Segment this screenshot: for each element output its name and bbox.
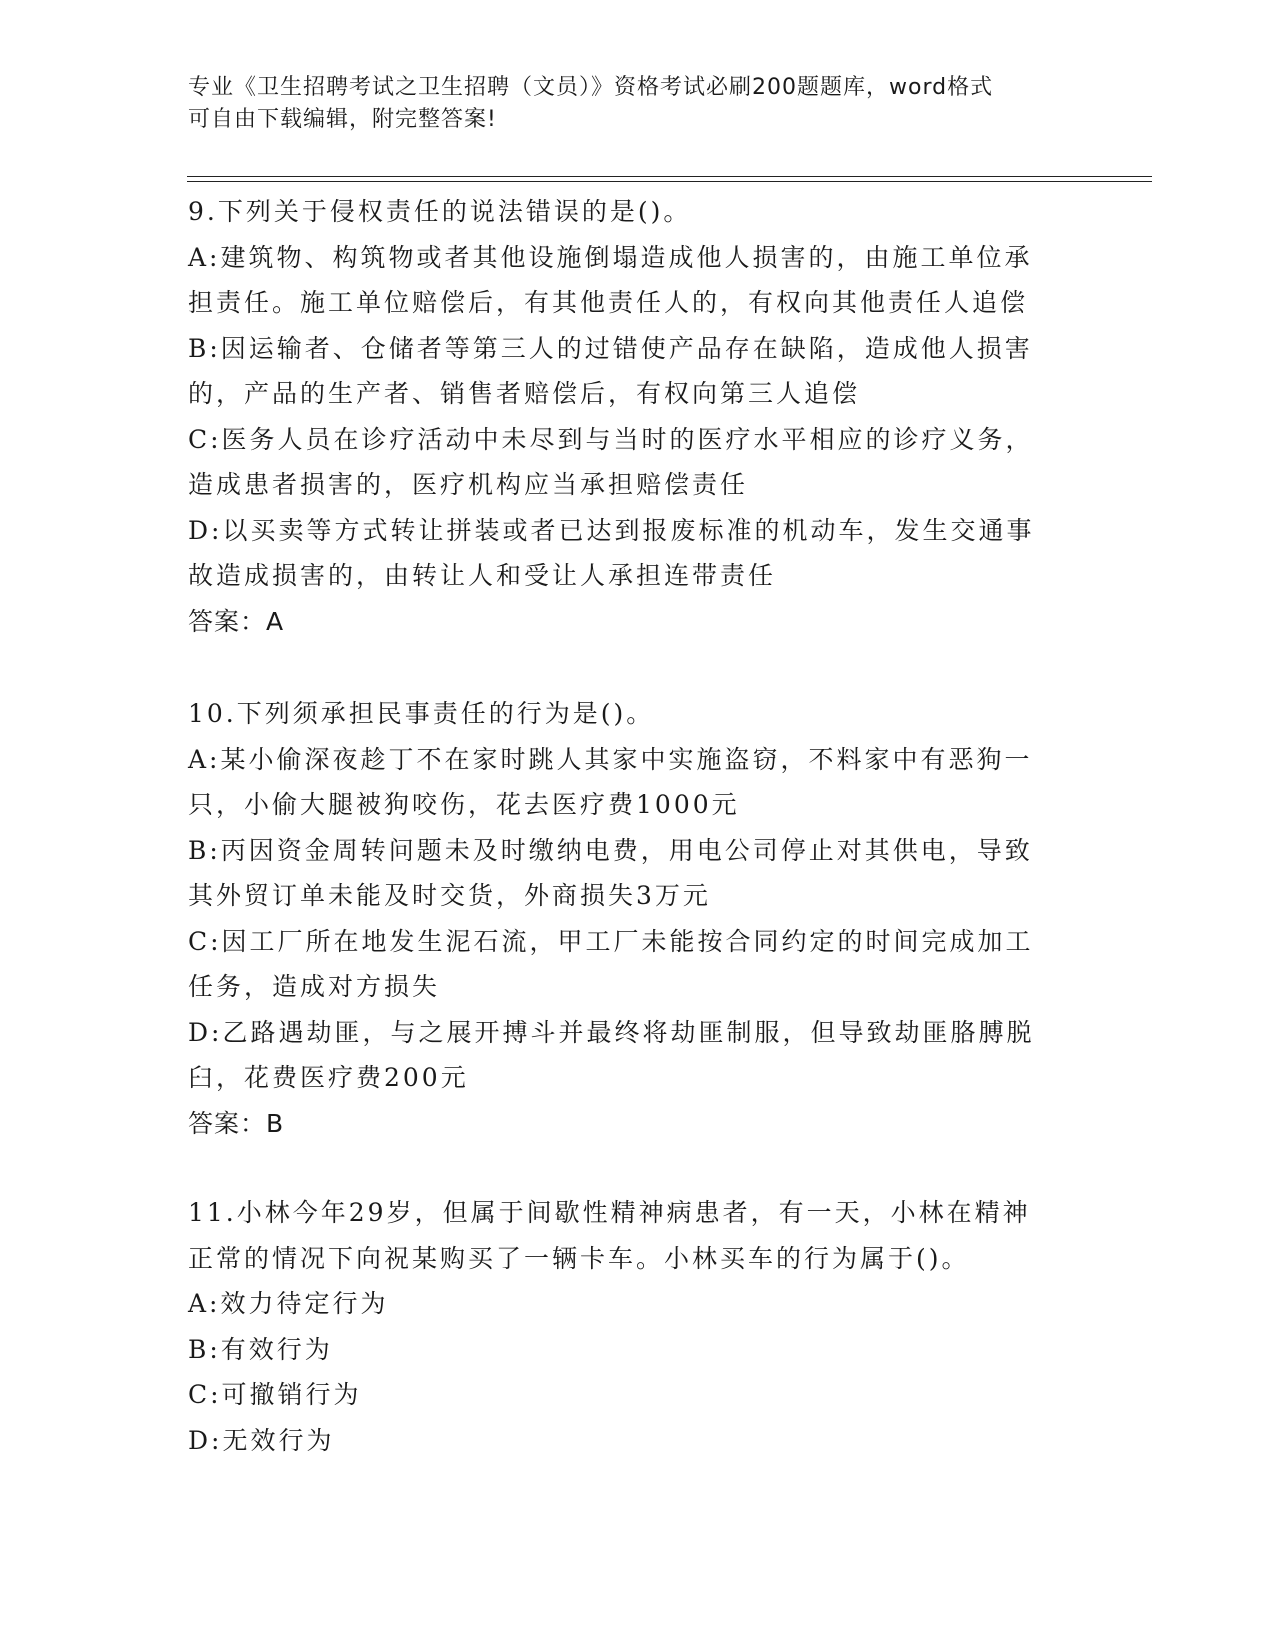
- question-9: [188, 189, 1088, 644]
- option-b-cont: 的，产品的生产者、销售者赔偿后，有权向第三人追偿: [188, 379, 861, 408]
- question-stem-cont: 正常的情况下向祝某购买了一辆卡车。小林买车的行为属于()。: [188, 1243, 970, 1273]
- header-line-2: 可自由下载编辑，附完整答案!: [188, 107, 497, 132]
- option-c: C:因工厂所在地发生泥石流，甲工厂未能按合同约定的时间完成加工: [188, 926, 1034, 956]
- option-c-cont: 造成患者损害的，医疗机构应当承担赔偿责任: [188, 470, 749, 499]
- option-c: C:可撤销行为: [188, 1380, 362, 1409]
- option-b: B:丙因资金周转问题未及时缴纳电费，用电公司停止对其供电，导致: [188, 835, 1033, 865]
- question-list: [188, 189, 1088, 1463]
- question-stem: 11.小林今年29岁，但属于间歇性精神病患者，有一天，小林在精神: [188, 1198, 1031, 1227]
- option-a: A:某小偷深夜趁丁不在家时跳人其家中实施盗窃，不料家中有恶狗一: [188, 744, 1033, 774]
- option-d-cont: 故造成损害的，由转让人和受让人承担连带责任: [188, 561, 777, 590]
- header-divider: [187, 181, 1152, 182]
- option-d-cont: 臼，花费医疗费200元: [188, 1063, 469, 1092]
- answer: 答案：B: [188, 1108, 285, 1138]
- option-a: A:建筑物、构筑物或者其他设施倒塌造成他人损害的，由施工单位承: [188, 242, 1033, 272]
- option-b-cont: 其外贸订单未能及时交货，外商损失3万元: [188, 881, 711, 910]
- option-a: A:效力待定行为: [188, 1289, 389, 1318]
- header-divider: [187, 176, 1152, 177]
- question-10: [188, 691, 1088, 1146]
- question-stem: 10.下列须承担民事责任的行为是()。: [188, 699, 655, 728]
- option-d: D:无效行为: [188, 1425, 335, 1455]
- option-b: B:有效行为: [188, 1334, 333, 1364]
- document-header: [188, 72, 1068, 136]
- question-11: [188, 1190, 1088, 1463]
- option-d: D:乙路遇劫匪，与之展开搏斗并最终将劫匪制服，但导致劫匪胳膊脱: [188, 1017, 1035, 1047]
- option-a-cont: 只，小偷大腿被狗咬伤，花去医疗费1000元: [188, 790, 740, 819]
- question-stem: 9.下列关于侵权责任的说法错误的是()。: [188, 197, 692, 226]
- header-line-1: 专业《卫生招聘考试之卫生招聘（文员）》资格考试必刷200题题库，word格式: [188, 75, 994, 100]
- answer: 答案：A: [188, 606, 285, 636]
- option-b: B:因运输者、仓储者等第三人的过错使产品存在缺陷，造成他人损害: [188, 333, 1033, 363]
- option-a-cont: 担责任。施工单位赔偿后，有其他责任人的，有权向其他责任人追偿: [188, 288, 1029, 317]
- option-c: C:医务人员在诊疗活动中未尽到与当时的医疗水平相应的诊疗义务，: [188, 424, 1034, 454]
- option-c-cont: 任务，造成对方损失: [188, 972, 441, 1001]
- option-d: D:以买卖等方式转让拼装或者已达到报废标准的机动车，发生交通事: [188, 515, 1035, 545]
